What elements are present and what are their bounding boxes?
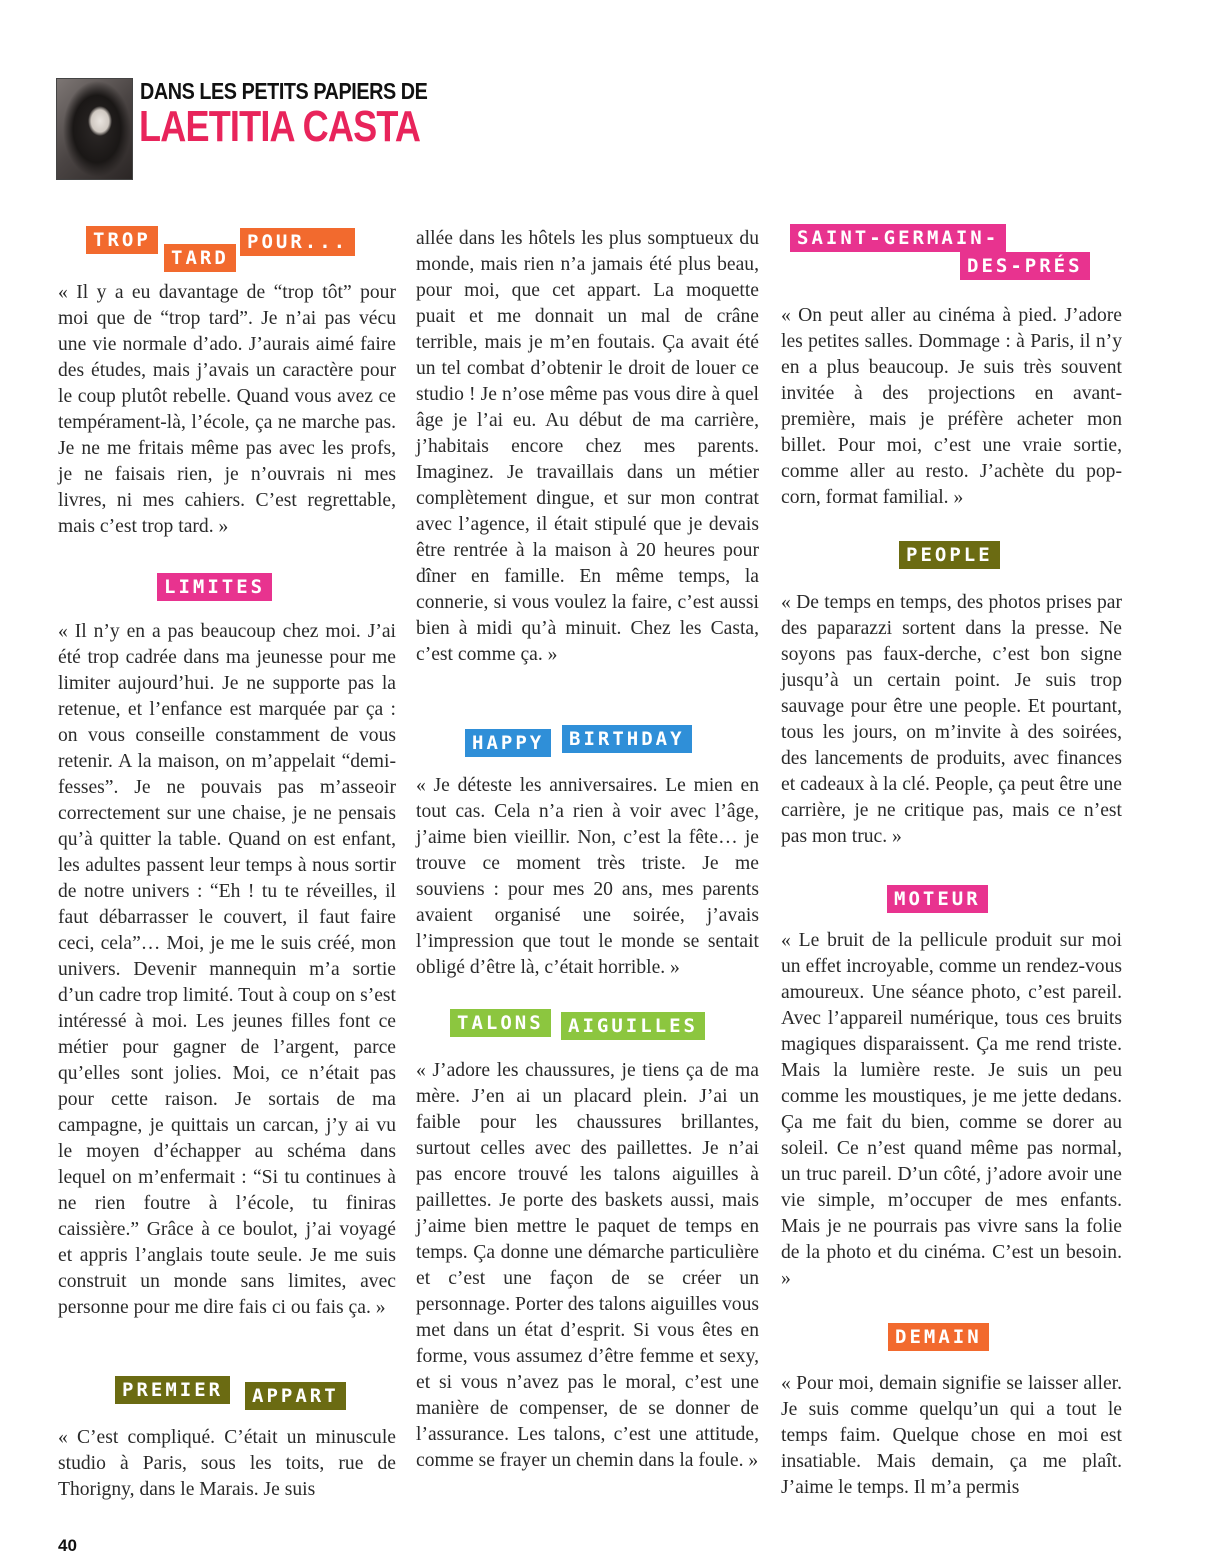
section-limites-text: « Il n’y en a pas beaucoup chez moi. J’ai été trop cadrée dans ma jeunesse pour me limiter aujourd’hui. Je ne supporte pas la retenue, et l’enfance est marquée par ça : on vous conseille constamment de vous retenir. A la maison, on m’appelait “demi-fesses”. Je ne pouvais pas m’asseoir correctement sur une chaise, je ne pensais qu’à quitter la table. Quand on est enfant, les adultes passent leur temps à nous sortir de notre univers : “Eh ! tu te réveilles, il faut débarrasser le couvert, il faut faire ceci, cela”… Moi, je me le suis créé, mon univers. Devenir mannequin m’a sortie d’un cadre trop limité. Tout à coup on s’est intéressé à moi. Les jeunes filles font ce métier pour gagner de l’argent, parce qu’elles sont jolies. Moi, ce n’était pas pour cette raison. Je sortais de ma campagne, je quittais un carcan, j’y ai vu le moyen d’échapper au schéma dans lequel on m’enfermait : “Si tu continues à ne rien foutre à l’école, tu finiras caissière.” Grâce à ce boulot, j’ai voyagé et appris l’anglais toute seule. Je me suis construit un monde sans limites, avec personne pour me dire fais ci ou fais ça. »: [58, 621, 396, 1318]
tag-happy: HAPPY: [465, 729, 551, 757]
tag-demain: DEMAIN: [888, 1323, 989, 1351]
tag-des-pres: DES-PRÉS: [960, 252, 1090, 280]
tag-trop-tard-3: POUR...: [240, 228, 355, 256]
tag-trop-tard-1: TROP: [86, 226, 158, 254]
section-happy-birthday-text: « Je déteste les anniversaires. Le mien en tout cas. Cela n’a rien à voir avec l’âge, j’aime bien vieillir. Non, c’est la fête… je trouve ce moment très triste. Je me souviens : pour mes 20 ans, mes parents avaient organisé une soirée, j’avais l’impression que tout le monde se sentait obligé d’être là, c’était horrible. »: [416, 775, 759, 978]
tag-people: PEOPLE: [899, 541, 1000, 569]
section-demain-text: « Pour moi, demain signifie se laisser aller. Je suis comme quelqu’un qui a tout le temps faim. Quelque chose en moi est insatiable. Mais demain, ça me plaît. J’aime le temps. Il m’a permis: [781, 1373, 1122, 1498]
section-talons-aiguilles-text: « J’adore les chaussures, je tiens ça de ma mère. J’en ai un placard plein. J’ai un faible pour les chaussures brillantes, surtout celles avec des paillettes. Je n’ai pas encore trouvé les talons aiguilles à paillettes. Je porte des baskets aussi, mais j’aime bien mettre le paquet de temps en temps. Ça donne une démarche particulière et c’est une façon de se créer un personnage. Porter des talons aiguilles vous met dans un état d’esprit. Si vous êtes en forme, vous assumez d’être femme et sexy, et si vous n’avez pas le moral, c’est une manière de compenser, de se donner de l’assurance. Les talons, c’est une attitude, comme se frayer un chemin dans la foule. »: [416, 1060, 759, 1471]
tag-aiguilles: AIGUILLES: [561, 1012, 705, 1040]
section-premier-appart-continued: allée dans les hôtels les plus somptueux du monde, mais rien n’a jamais été plus beau, pour moi, que cet appart. La moquette puait et me donnait un mal de crâne terrible, mais je m’en foutais. Ça avait été un tel combat d’obtenir le droit de louer ce studio ! Je n’ose même pas vous dire à quel âge je l’ai eu. Au début de ma carrière, j’habitais encore chez mes parents. Imaginez. Je travaillais dans un métier complètement dingue, et sur mon contrat avec l’agence, il était stipulé que je devais être rentrée à la maison à 20 heures pour dîner en famille. En même temps, la connerie, si vous voulez la faire, c’est aussi bien à midi qu’à minuit. Chez les Casta, c’est comme ça. »: [416, 228, 759, 665]
tag-saint-germain: SAINT-GERMAIN-: [790, 224, 1006, 252]
tag-limites: LIMITES: [157, 573, 272, 601]
section-moteur-text: « Le bruit de la pellicule produit sur moi un effet incroyable, comme un rendez-vous amoureux. Une séance photo, c’est pareil. Avec l’appareil numérique, tous ces bruits magiques disparaissent. Ça me rend triste. Mais la lumière reste. Je suis un peu comme les moustiques, je me jette dedans. Ça me fait du bien, comme se dorer au soleil. Ce n’est quand même pas normal, un truc pareil. D’un côté, j’adore avoir une vie simple, m’occuper de mes enfants. Mais je ne pourrais pas vivre sans la folie de la photo et du cinéma. C’est un besoin. »: [781, 930, 1122, 1289]
page-number: 40: [58, 1536, 77, 1555]
tag-birthday: BIRTHDAY: [562, 725, 692, 753]
tag-trop-tard-2: TARD: [164, 244, 236, 272]
section-saint-germain-text: « On peut aller au cinéma à pied. J’adore les petites salles. Dommage : à Paris, il n’y en a plus beaucoup. Je suis très souvent invitée à des projections en avant-première, mais je préfère acheter mon billet. Pour moi, c’est une vraie sortie, comme aller au resto. J’achète du pop-corn, format familial. »: [781, 305, 1122, 508]
section-premier-appart-text: « C’est compliqué. C’était un minuscule studio à Paris, sous les toits, rue de Thorigny, dans le Marais. Je suis: [58, 1427, 396, 1500]
section-trop-tard-text: « Il y a eu davantage de “trop tôt” pour moi que de “trop tard”. Je n’ai pas vécu une vie normale d’ado. J’aurais aimé faire des études, mais j’avais un caractère pour le coup plutôt rebelle. Quand vous avez ce tempérament-là, l’école, ça ne marche pas. Je ne me fritais même pas avec les profs, je ne faisais rien, je n’ouvrais ni mes livres, ni mes cahiers. C’est regrettable, mais c’est trop tard. »: [58, 282, 396, 537]
header-name: LAETITIA CASTA: [139, 102, 421, 151]
tag-talons: TALONS: [450, 1009, 551, 1037]
tag-moteur: MOTEUR: [887, 885, 988, 913]
article-header: [56, 78, 428, 180]
tag-appart: APPART: [245, 1382, 346, 1410]
section-people-text: « De temps en temps, des photos prises par des paparazzi sortent dans la presse. Ne soyons pas faux-derche, c’est bon signe jusqu’à un certain point. Je suis trop sauvage pour être une people. Et pourtant, tous les jours, on m’invite à des soirées, des lancements de produits, avec finances et cadeaux à la clé. People, ça peut être une carrière, je ne critique pas, mais ce n’est pas mon truc. »: [781, 592, 1122, 847]
header-kicker: DANS LES PETITS PAPIERS DE: [140, 78, 428, 104]
tag-premier: PREMIER: [115, 1376, 230, 1404]
portrait-photo: [56, 78, 133, 180]
